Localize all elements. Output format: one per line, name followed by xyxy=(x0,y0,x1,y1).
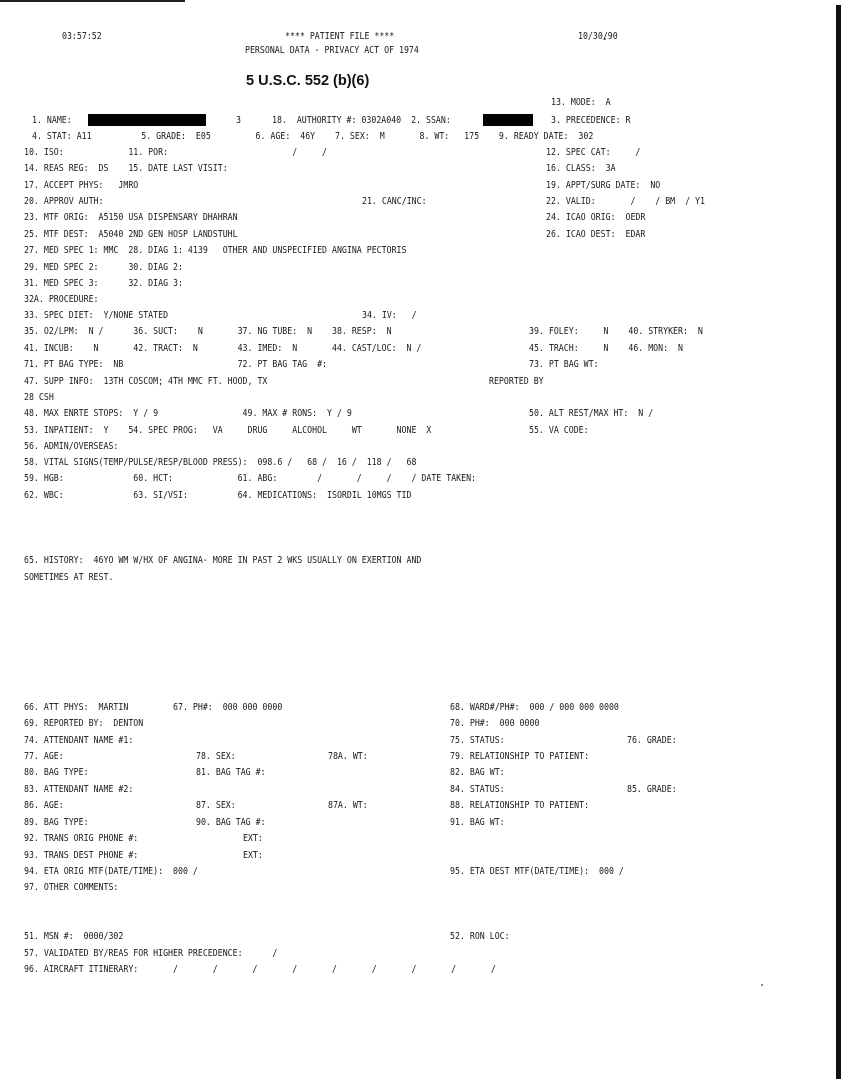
form-field-line: 25. MTF DEST: A5040 2ND GEN HOSP LANDSTUHL xyxy=(24,229,238,240)
form-field-line: 92. TRANS ORIG PHONE #: xyxy=(24,833,139,844)
form-field-line: 3 xyxy=(236,115,241,126)
top-rule xyxy=(0,0,185,2)
form-field-line: 23. MTF ORIG: A5150 USA DISPENSARY DHAHRAN xyxy=(24,212,238,223)
form-field-line: 90. BAG TAG #: xyxy=(196,817,266,828)
form-field-line: 66. ATT PHYS: MARTIN 67. PH#: 000 000 0000 xyxy=(24,702,283,713)
form-field-line: 20. APPROV AUTH: xyxy=(24,196,104,207)
form-field-line: 22. VALID: / / BM / Y1 xyxy=(546,196,705,207)
form-field-line: 32A. PROCEDURE: xyxy=(24,294,99,305)
form-field-line: 70. PH#: 000 0000 xyxy=(450,718,540,729)
form-field-line: 85. GRADE: xyxy=(627,784,677,795)
form-field-line: 73. PT BAG WT: xyxy=(529,359,599,370)
form-field-line: 24. ICAO ORIG: OEDR xyxy=(546,212,646,223)
form-field-line: 19. APPT/SURG DATE: NO xyxy=(546,180,661,191)
form-field-line: 62. WBC: 63. SI/VSI: 64. MEDICATIONS: ISORDIL 10MGS TID xyxy=(24,490,412,501)
form-field-line: 12. SPEC CAT: / xyxy=(546,147,641,158)
form-field-line: 14. REAS REG: DS 15. DATE LAST VISIT: xyxy=(24,163,228,174)
form-field-line: 79. RELATIONSHIP TO PATIENT: xyxy=(450,751,590,762)
form-field-line: 55. VA CODE: xyxy=(529,425,589,436)
form-field-line: 97. OTHER COMMENTS: xyxy=(24,882,119,893)
form-field-line: 39. FOLEY: N 40. STRYKER: N xyxy=(529,326,703,337)
form-field-line: 31. MED SPEC 3: 32. DIAG 3: xyxy=(24,278,183,289)
form-field-line: 89. BAG TYPE: xyxy=(24,817,89,828)
form-field-line: 3. PRECEDENCE: R xyxy=(551,115,631,126)
form-field-line: 87. SEX: xyxy=(196,800,236,811)
form-field-line: EXT: xyxy=(243,833,263,844)
file-title: **** PATIENT FILE **** xyxy=(285,31,395,42)
form-field-line: 69. REPORTED BY: DENTON xyxy=(24,718,144,729)
form-field-line: 93. TRANS DEST PHONE #: xyxy=(24,850,139,861)
form-field-line: 21. CANC/INC: xyxy=(362,196,427,207)
form-field-line: 41. INCUB: N 42. TRACT: N 43. IMED: N 44. CAST/LOC: N / xyxy=(24,343,422,354)
form-field-line: 26. ICAO DEST: EDAR xyxy=(546,229,646,240)
form-field-line: 53. INPATIENT: Y 54. SPEC PROG: VA DRUG ALCOHOL WT NONE X xyxy=(24,425,432,436)
scan-speck xyxy=(761,984,763,986)
form-field-line: 17. ACCEPT PHYS: JMRO xyxy=(24,180,139,191)
privacy-act-notice: PERSONAL DATA - PRIVACY ACT OF 1974 xyxy=(245,45,419,56)
form-field-line: SOMETIMES AT REST. xyxy=(24,572,114,583)
form-field-line: 4. STAT: A11 5. GRADE: E05 6. AGE: 46Y 7. SEX: M 8. WT: 175 9. READY DATE: 302 xyxy=(32,131,594,142)
form-field-line: 96. AIRCRAFT ITINERARY: / / / / / / / / / xyxy=(24,964,496,975)
form-field-line: EXT: xyxy=(243,850,263,861)
form-field-line: 47. SUPP INFO: 13TH COSCOM; 4TH MMC FT. HOOD, TX xyxy=(24,376,268,387)
form-field-line: 28 CSH xyxy=(24,392,54,403)
form-field-line: 33. SPEC DIET: Y/NONE STATED xyxy=(24,310,169,321)
print-time: 03:57:52 xyxy=(62,31,102,42)
form-field-line: 80. BAG TYPE: xyxy=(24,767,89,778)
form-field-line: 78A. WT: xyxy=(328,751,368,762)
form-field-line: 16. CLASS: 3A xyxy=(546,163,616,174)
form-field-line: 13. MODE: A xyxy=(551,97,611,108)
form-field-line: 29. MED SPEC 2: 30. DIAG 2: xyxy=(24,262,183,273)
form-field-line: 52. RON LOC: xyxy=(450,931,510,942)
form-field-line: 34. IV: / xyxy=(362,310,417,321)
form-field-line: 77. AGE: xyxy=(24,751,64,762)
form-field-line: 45. TRACH: N 46. MON: N xyxy=(529,343,683,354)
form-field-line: 83. ATTENDANT NAME #2: xyxy=(24,784,134,795)
scan-edge xyxy=(836,5,841,1079)
form-field-line: 10. ISO: 11. POR: / / xyxy=(24,147,328,158)
form-field-line: 58. VITAL SIGNS(TEMP/PULSE/RESP/BLOOD PRESS): 098.6 / 68 / 16 / 118 / 68 xyxy=(24,457,417,468)
form-field-line: 1. NAME: xyxy=(32,115,72,126)
form-field-line: 88. RELATIONSHIP TO PATIENT: xyxy=(450,800,590,811)
form-field-line: 35. O2/LPM: N / 36. SUCT: N 37. NG TUBE: N 38. RESP: N xyxy=(24,326,392,337)
form-field-line: 57. VALIDATED BY/REAS FOR HIGHER PRECEDENCE: / xyxy=(24,948,278,959)
print-date: 10/30/90 xyxy=(578,31,618,42)
form-field-line: 59. HGB: 60. HCT: 61. ABG: / / / / DATE TAKEN: xyxy=(24,473,477,484)
form-field-line: 94. ETA ORIG MTF(DATE/TIME): 000 / xyxy=(24,866,198,877)
form-field-line: 95. ETA DEST MTF(DATE/TIME): 000 / xyxy=(450,866,624,877)
form-field-line: 27. MED SPEC 1: MMC 28. DIAG 1: 4139 OTHER AND UNSPECIFIED ANGINA PECTORIS xyxy=(24,245,407,256)
form-field-line: 78. SEX: xyxy=(196,751,236,762)
form-field-line: 87A. WT: xyxy=(328,800,368,811)
form-field-line: 81. BAG TAG #: xyxy=(196,767,266,778)
form-field-line: 76. GRADE: xyxy=(627,735,677,746)
form-field-line: 75. STATUS: xyxy=(450,735,505,746)
form-field-line: 68. WARD#/PH#: 000 / 000 000 0000 xyxy=(450,702,619,713)
form-field-line: 48. MAX ENRTE STOPS: Y / 9 49. MAX # RONS: Y / 9 xyxy=(24,408,352,419)
form-field-line: 56. ADMIN/OVERSEAS: xyxy=(24,441,119,452)
form-field-line: 18. AUTHORITY #: 0302A040 2. SSAN: xyxy=(272,115,451,126)
form-field-line: 86. AGE: xyxy=(24,800,64,811)
foia-exemption-stamp: 5 U.S.C. 552 (b)(6) xyxy=(246,73,370,89)
redacted-ssan xyxy=(483,114,533,126)
form-field-line: 82. BAG WT: xyxy=(450,767,505,778)
form-field-line: 74. ATTENDANT NAME #1: xyxy=(24,735,134,746)
form-field-line: 65. HISTORY: 46YO WM W/HX OF ANGINA- MORE IN PAST 2 WKS USUALLY ON EXERTION AND xyxy=(24,555,422,566)
redacted-name xyxy=(88,114,206,126)
form-field-line: 84. STATUS: xyxy=(450,784,505,795)
form-field-line: 71. PT BAG TYPE: NB 72. PT BAG TAG #: xyxy=(24,359,328,370)
form-field-line: 91. BAG WT: xyxy=(450,817,505,828)
form-field-line: 51. MSN #: 0000/302 xyxy=(24,931,124,942)
form-field-line: REPORTED BY xyxy=(489,376,544,387)
form-field-line: 50. ALT REST/MAX HT: N / xyxy=(529,408,654,419)
